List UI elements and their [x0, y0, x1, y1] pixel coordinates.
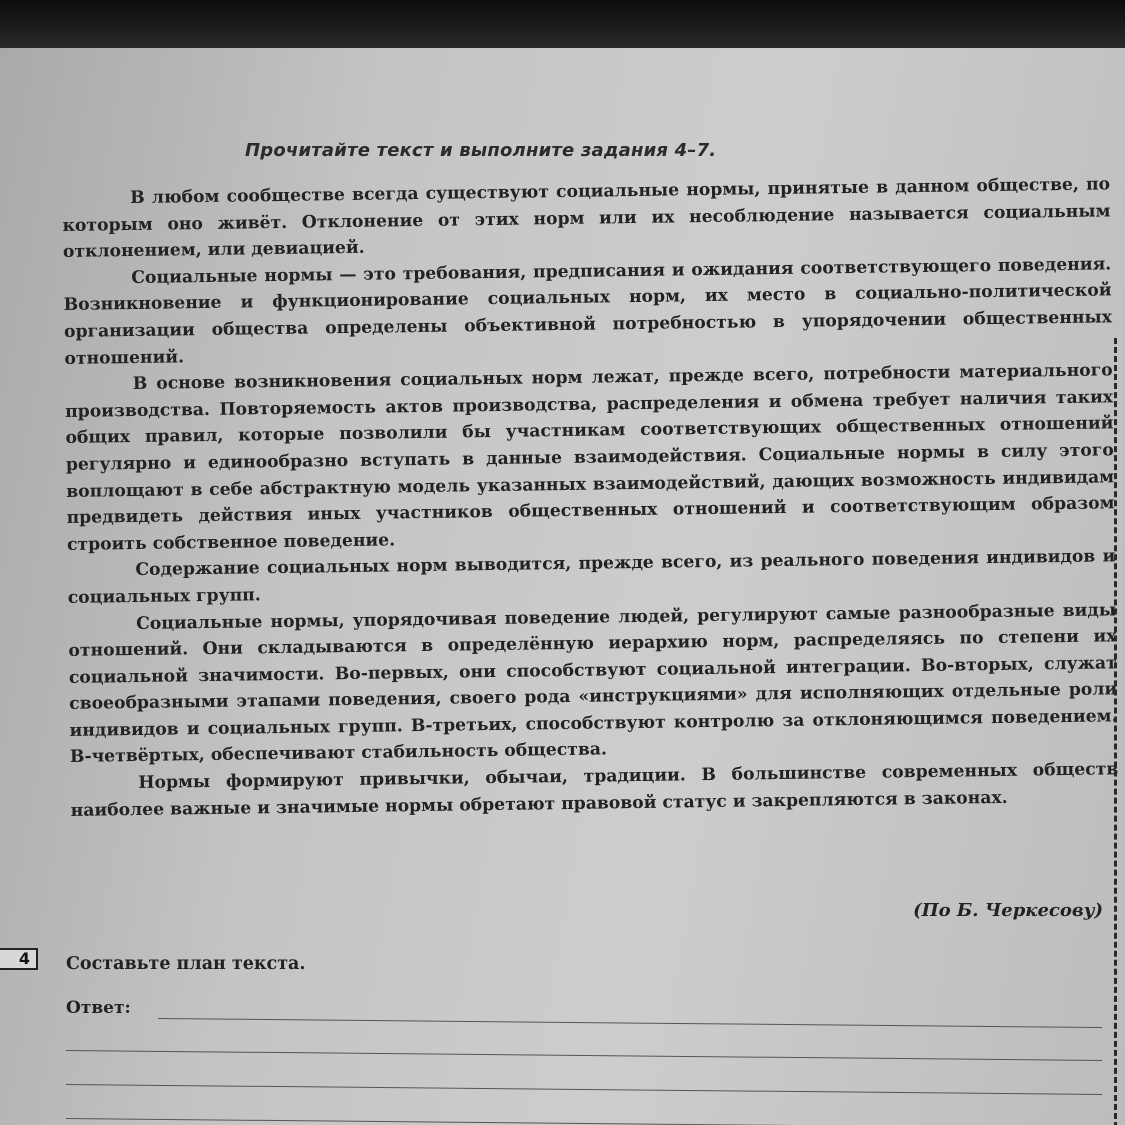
paragraph-3: В основе возникновения социальных норм лежат, прежде всего, потребности материального производства. Повторяемость актов производства, распределения и обмена требует наличия таких общих правил, которые позволили бы участникам соответствующих общественных отношений регулярно и единообразно вступать в данные взаимодействия. Социальные нормы в силу этого воплощают в себе абстрактную модель указанных взаимодействий, дающих возможность индивидам предвидеть действия иных участников общественных отношений и соответствующим образом строить собственное поведение.	[65, 360, 1115, 555]
worksheet-page	[0, 48, 1125, 1125]
reading-text	[62, 171, 1119, 824]
answer-line-3[interactable]	[66, 1084, 1102, 1095]
paragraph-4: Содержание социальных норм выводится, прежде всего, из реального поведения индивидов и социальных групп.	[67, 546, 1116, 608]
paragraph-6: Нормы формируют привычки, обычаи, традиции. В большинстве современных обществ наиболее важные и значимые нормы обретают правовой статус и закрепляются в законах.	[70, 759, 1119, 821]
paragraph-5: Социальные нормы, упорядочивая поведение людей, регулируют самые разнообразные виды отношений. Они складываются в определённую иерархию норм, распределяясь по степени их социальной значимости. Во-первых, они способствуют социальной интеграции. Во-вторых, служат своеобразными этапами поведения, своего рода «инструкциями» для исполняющих отдельные роли индивидов и социальных групп. В-третьих, способствуют контролю за отклоняющимся поведением. В-четвёртых, обеспечивают стабильность общества.	[68, 599, 1118, 768]
task-number-box: 4	[0, 948, 38, 970]
answer-line-2[interactable]	[66, 1050, 1102, 1061]
task-prompt: Составьте план текста.	[66, 954, 306, 974]
author-attribution: (По Б. Черкесову)	[913, 900, 1103, 921]
answer-line-1[interactable]	[158, 1018, 1102, 1028]
cut-line-border	[1114, 338, 1117, 1125]
paragraph-2: Социальные нормы — это требования, предписания и ожидания соответствующего поведения. Возникновение и функционирование социальных норм, их место в социально-политической организации общества определены объективной потребностью в упорядочении общественных отношений.	[63, 254, 1113, 369]
background-shadow	[0, 0, 1125, 50]
instruction-heading: Прочитайте текст и выполните задания 4–7.	[245, 140, 717, 161]
answer-line-4[interactable]	[66, 1118, 1102, 1125]
paragraph-1: В любом сообществе всегда существуют социальные нормы, принятые в данном обществе, по которым оно живёт. Отклонение от этих норм или их несоблюдение называется социальным отклонением, или девиацией.	[62, 174, 1111, 263]
answer-label: Ответ:	[66, 998, 131, 1018]
